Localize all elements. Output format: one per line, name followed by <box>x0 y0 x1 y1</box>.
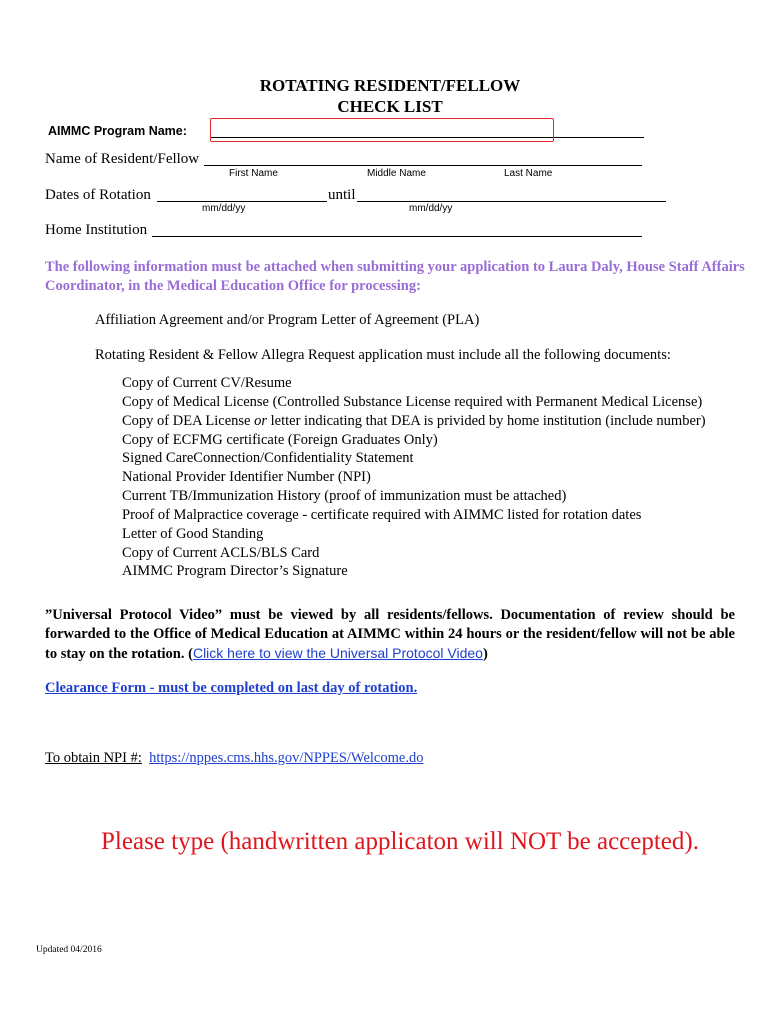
document-item: Letter of Good Standing <box>122 525 264 542</box>
document-item: Current TB/Immunization History (proof of immunization must be attached) <box>122 488 567 505</box>
typed-application-warning: Please type (handwritten applicaton will NOT be accepted). <box>101 828 699 855</box>
resident-name-field[interactable] <box>204 165 642 166</box>
required-documents-list <box>122 374 706 581</box>
rotation-until-label: until <box>328 187 356 203</box>
clearance-form-link[interactable]: Clearance Form - must be completed on last day of rotation. <box>45 680 418 696</box>
rotation-end-field[interactable] <box>357 201 666 202</box>
document-item: National Provider Identifier Number (NPI) <box>122 469 371 486</box>
document-item-dea <box>122 412 706 431</box>
middle-name-hint: Middle Name <box>367 168 426 179</box>
updated-date: Updated 04/2016 <box>36 945 102 955</box>
rotation-start-field[interactable] <box>157 201 327 202</box>
document-item: Proof of Malpractice coverage - certificate required with AIMMC listed for rotation dates <box>122 506 642 523</box>
protocol-close: ) <box>482 646 488 662</box>
rotation-end-hint: mm/dd/yy <box>409 203 453 214</box>
document-item: Copy of Current CV/Resume <box>122 375 292 391</box>
npi-label: To obtain NPI #: <box>45 750 142 766</box>
document-item: Copy of Current ACLS/BLS Card <box>122 544 320 561</box>
rotation-dates-label: Dates of Rotation <box>45 187 151 203</box>
rotation-start-hint: mm/dd/yy <box>202 203 246 214</box>
affiliation-agreement: Affiliation Agreement and/or Program Letter of Agreement (PLA) <box>95 312 480 328</box>
home-institution-label: Home Institution <box>45 222 148 238</box>
submission-notice: The following information must be attached when submitting your application to Laura Daly, House Staff Affairs Coordinator, in the Medical Education Office for processing: <box>45 259 745 294</box>
program-name-field[interactable] <box>210 118 554 142</box>
document-item: Signed CareConnection/Confidentiality Statement <box>122 450 414 467</box>
allegra-request-intro: Rotating Resident & Fellow Allegra Request application must include all the following documents: <box>95 347 671 363</box>
last-name-hint: Last Name <box>504 168 553 179</box>
dea-detail: letter indicating that DEA is privided by home institution (include number) <box>267 412 706 429</box>
protocol-text: ”Universal Protocol Video” must be viewed by all residents/fellows. Documentation of review should be forwarded to the Office of Medical Education at AIMMC within 24 hours or the resident/fellow will not be able to stay on the rotation. ( <box>45 607 735 662</box>
document-item-label: Copy of DEA License <box>122 412 251 429</box>
document-item: Copy of ECFMG certificate (Foreign Graduates Only) <box>122 431 438 448</box>
universal-protocol-video-link[interactable]: Click here to view the Universal Protocol Video <box>192 645 483 661</box>
resident-name-label: Name of Resident/Fellow <box>45 151 200 167</box>
home-institution-field[interactable] <box>152 236 642 237</box>
npi-line <box>45 750 423 767</box>
first-name-hint: First Name <box>229 168 278 179</box>
document-item: Copy of Medical License (Controlled Substance License required with Permanent Medical License) <box>122 393 703 410</box>
universal-protocol-notice <box>45 606 735 664</box>
title-line-2: CHECK LIST <box>337 97 443 116</box>
program-name-label: AIMMC Program Name: <box>48 124 187 138</box>
title-line-1: ROTATING RESIDENT/FELLOW <box>259 76 521 95</box>
dea-or: or <box>254 412 267 429</box>
document-item: AIMMC Program Director’s Signature <box>122 563 348 580</box>
npi-url-link[interactable]: https://nppes.cms.hhs.gov/NPPES/Welcome.do <box>149 750 424 766</box>
